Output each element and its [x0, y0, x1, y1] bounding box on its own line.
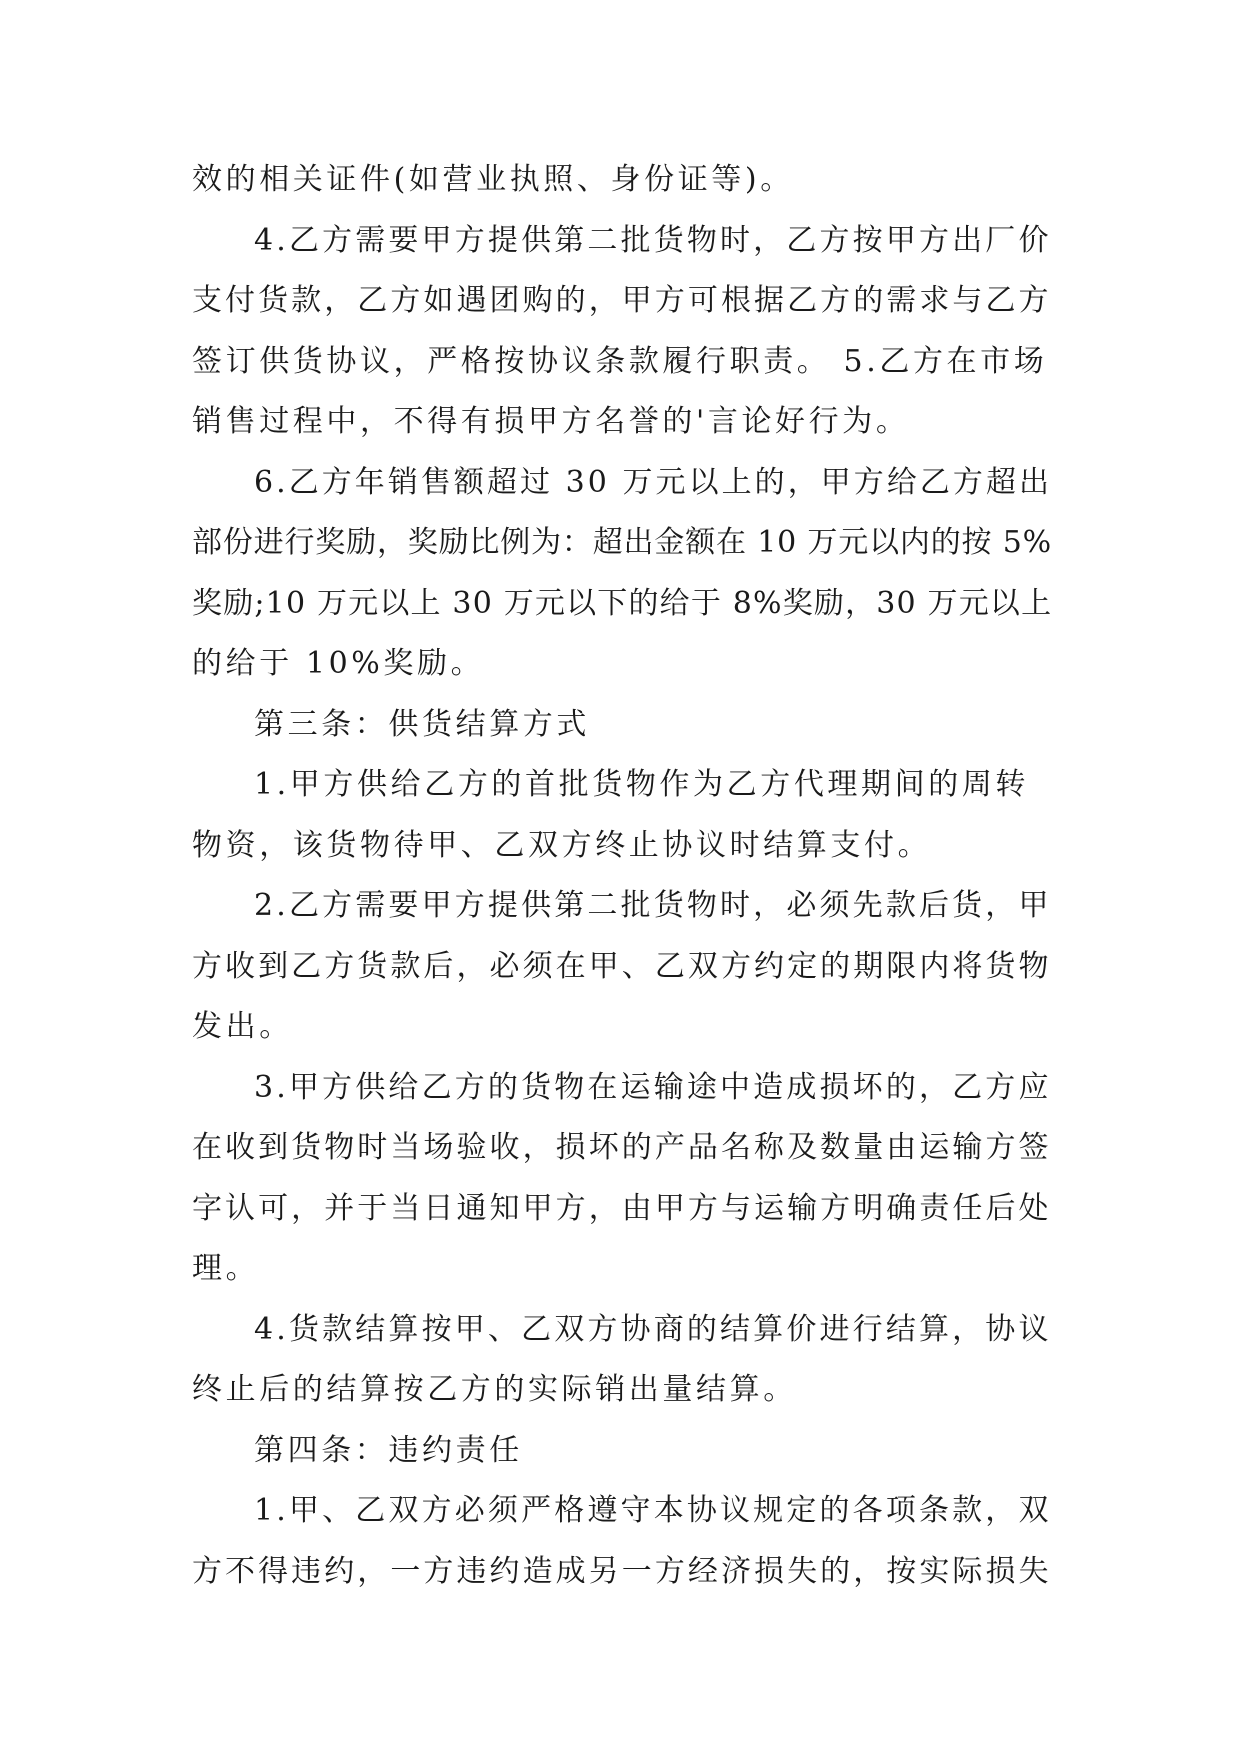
section-heading: 第四条：违约责任	[254, 1432, 523, 1468]
text-line: 1.甲方供给乙方的首批货物作为乙方代理期间的周转	[254, 767, 1030, 802]
text-line: 的给于 10%奖励。	[192, 646, 485, 681]
text-line: 签订供货协议，严格按协议条款履行职责。 5.乙方在市场	[192, 343, 1048, 379]
text-line: 字认可，并于当日通知甲方，由甲方与运输方明确责任后处	[192, 1190, 1052, 1226]
text-line: 方不得违约，一方违约造成另一方经济损失的，按实际损失	[192, 1553, 1052, 1589]
text-line: 物资，该货物待甲、乙双方终止协议时结算支付。	[192, 827, 932, 863]
text-line: 终止后的结算按乙方的实际销出量结算。	[192, 1372, 797, 1407]
text-line: 方收到乙方货款后，必须在甲、乙双方约定的期限内将货物	[192, 948, 1052, 984]
text-line: 4.货款结算按甲、乙双方协商的结算价进行结算，协议	[254, 1311, 1052, 1347]
text-line: 4.乙方需要甲方提供第二批货物时，乙方按甲方出厂价	[254, 222, 1052, 258]
text-line: 效的相关证件(如营业执照、身份证等)。	[192, 162, 794, 197]
text-line: 部份进行奖励，奖励比例为：超出金额在 10 万元以内的按 5%	[192, 525, 1052, 560]
text-line: 理。	[192, 1251, 260, 1286]
text-line: 6.乙方年销售额超过 30 万元以上的，甲方给乙方超出	[254, 464, 1053, 500]
text-line: 在收到货物时当场验收，损坏的产品名称及数量由运输方签	[192, 1130, 1052, 1165]
text-line: 销售过程中，不得有损甲方名誉的'言论好行为。	[192, 404, 910, 439]
text-line: 奖励;10 万元以上 30 万元以下的给于 8%奖励，30 万元以上	[192, 585, 1053, 621]
text-line: 3.甲方供给乙方的货物在运输途中造成损坏的，乙方应	[254, 1069, 1052, 1105]
text-line: 1.甲、乙双方必须严格遵守本协议规定的各项条款，双	[254, 1493, 1052, 1528]
text-line: 2.乙方需要甲方提供第二批货物时，必须先款后货，甲	[254, 888, 1052, 923]
section-heading: 第三条：供货结算方式	[254, 706, 590, 742]
text-line: 发出。	[192, 1009, 293, 1044]
text-line: 支付货款，乙方如遇团购的，甲方可根据乙方的需求与乙方	[192, 283, 1052, 318]
document-body	[192, 150, 1052, 1602]
